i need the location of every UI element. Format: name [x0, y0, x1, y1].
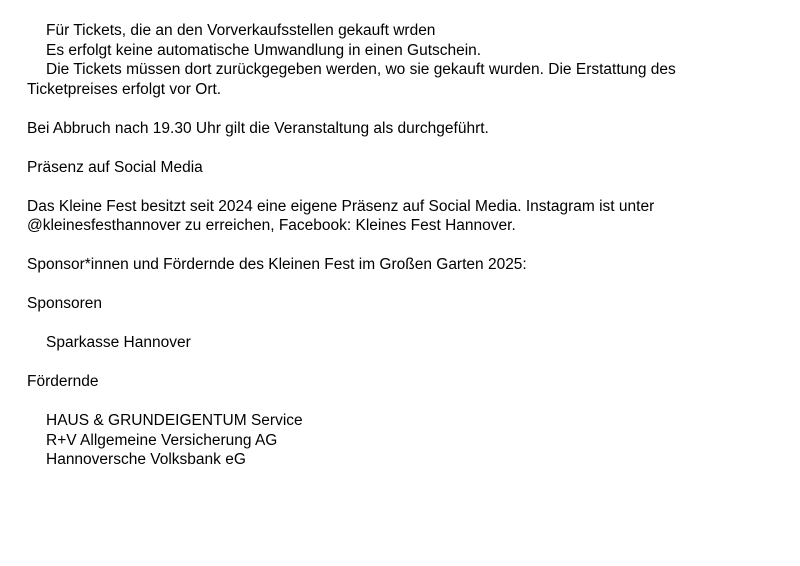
- spacer: [27, 314, 767, 334]
- abbruch-paragraph: Bei Abbruch nach 19.30 Uhr gilt die Veranstaltung als durchgeführt.: [27, 119, 489, 137]
- sponsors-intro: Sponsor*innen und Fördernde des Kleinen Fest im Großen Garten 2025:: [27, 256, 527, 273]
- refund-item-vorverkauf: Für Tickets, die an den Vorverkaufsstellen gekauft wrden: [46, 22, 436, 39]
- social-paragraph-line2: @kleinesfesthannover zu erreichen, Facebook: Kleines Fest Hannover.: [27, 217, 516, 234]
- foerdernde-item: Hannoversche Volksbank eG: [46, 451, 246, 468]
- spacer: [27, 236, 767, 256]
- foerdernde-item: R+V Allgemeine Versicherung AG: [46, 431, 278, 449]
- social-heading: Präsenz auf Social Media: [27, 158, 203, 176]
- social-paragraph-line1: Das Kleine Fest besitzt seit 2024 eine eigene Präsenz auf Social Media. Instagram ist unter: [27, 197, 655, 215]
- refund-item-no-voucher: Es erfolgt keine automatische Umwandlung in einen Gutschein.: [46, 41, 482, 59]
- spacer: [27, 392, 767, 412]
- sponsor-item: Sparkasse Hannover: [46, 334, 191, 351]
- spacer: [27, 99, 767, 119]
- spacer: [27, 353, 767, 373]
- document-page: [27, 21, 767, 470]
- foerdernde-item: HAUS & GRUNDEIGENTUM Service: [46, 412, 303, 429]
- spacer: [27, 138, 767, 158]
- spacer: [27, 275, 767, 295]
- sponsoren-heading: Sponsoren: [27, 295, 102, 312]
- spacer: [27, 177, 767, 197]
- foerdernde-heading: Fördernde: [27, 373, 99, 390]
- refund-item-return-line1: Die Tickets müssen dort zurückgegeben werden, wo sie gekauft wurden. Die Erstattung des: [46, 61, 676, 78]
- refund-item-return-line2: Ticketpreises erfolgt vor Ort.: [27, 80, 222, 98]
